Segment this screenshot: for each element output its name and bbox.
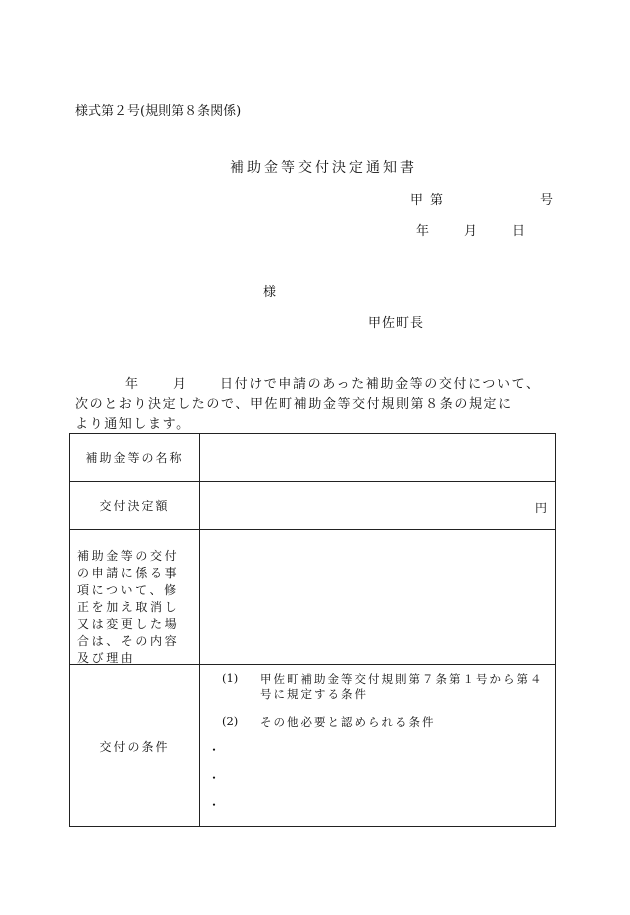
condition-2-text: その他必要と認められる条件 <box>260 715 436 729</box>
reference-prefix: 甲 <box>410 193 424 208</box>
subsidy-name-label: 補助金等の名称 <box>70 434 200 481</box>
body-line-2: 次のとおり決定したので、甲佐町補助金等交付規則第８条の規定に <box>75 397 513 412</box>
table-row-decided-amount <box>70 482 555 530</box>
condition-bullet: ・ <box>208 771 221 785</box>
condition-bullet: ・ <box>208 743 221 757</box>
date-year-label: 年 <box>416 224 430 239</box>
condition-1-line-2: 号に規定する条件 <box>260 687 368 701</box>
condition-2-number: (2) <box>222 714 239 728</box>
subsidy-name-field[interactable] <box>201 434 555 481</box>
modification-reason-label-cell <box>70 530 200 664</box>
date-month-label: 月 <box>464 224 478 239</box>
date-day-label: 日 <box>512 224 526 239</box>
condition-1-number: (1) <box>222 671 239 685</box>
decided-amount-label: 交付決定額 <box>70 482 200 529</box>
reference-go: 号 <box>540 193 554 208</box>
body-line-1-text: 日付けで申請のあった補助金等の交付について、 <box>220 377 541 392</box>
body-line-1 <box>75 373 565 391</box>
decided-amount-field[interactable] <box>201 482 555 529</box>
condition-bullet: ・ <box>208 798 221 812</box>
condition-1-line-1: 甲佐町補助金等交付規則第７条第１号から第４ <box>260 672 544 686</box>
recipient-honorific: 様 <box>263 285 277 300</box>
issuer-name: 甲佐町長 <box>368 316 425 331</box>
document-title: 補助金等交付決定通知書 <box>230 160 417 176</box>
body-month-label: 月 <box>173 377 188 392</box>
decision-table <box>69 433 556 827</box>
form-number: 様式第２号(規則第８条関係) <box>75 104 242 119</box>
modification-reason-label: 補助金等の交付の申請に係る事項について、修正を加え取消し又は変更した場合は、その内容及び理由 <box>77 549 180 665</box>
modification-reason-field[interactable] <box>201 530 555 664</box>
conditions-label: 交付の条件 <box>70 665 200 827</box>
conditions-field[interactable] <box>201 665 555 827</box>
body-year-label: 年 <box>125 377 140 392</box>
body-line-3: より通知します。 <box>75 417 191 432</box>
yen-unit: 円 <box>534 501 547 515</box>
table-row-subsidy-name <box>70 434 555 482</box>
table-row-conditions <box>70 665 555 827</box>
table-row-modification-reason <box>70 530 555 665</box>
reference-dai: 第 <box>430 193 444 208</box>
